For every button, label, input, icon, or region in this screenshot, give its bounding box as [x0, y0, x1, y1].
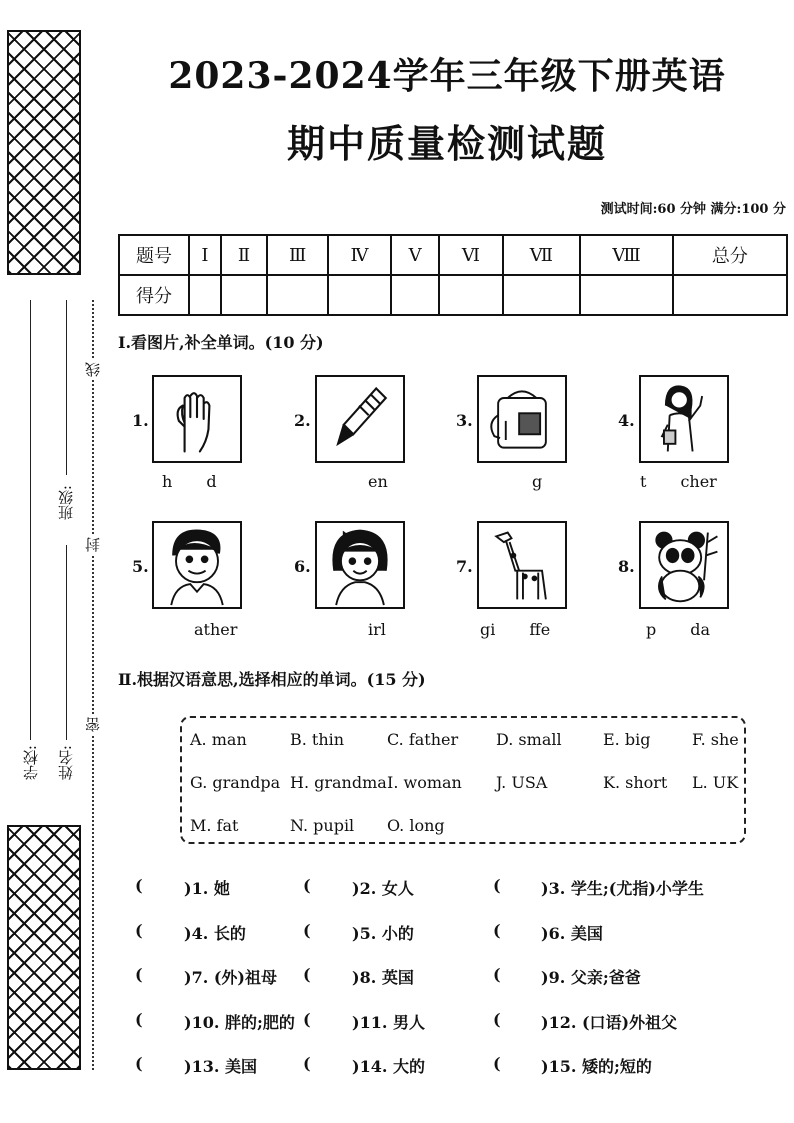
- option-item: H. grandma: [290, 773, 387, 792]
- word-suffix: g: [532, 472, 543, 491]
- word-blank: [162, 472, 217, 491]
- word-suffix: ather: [194, 620, 238, 639]
- score-cell[interactable]: [267, 275, 328, 315]
- panda-icon: [639, 521, 729, 609]
- answer-paren[interactable]: (: [493, 876, 501, 895]
- page-title-line1: 2023-2024学年三年级下册英语: [168, 55, 726, 97]
- class-line: [66, 300, 67, 475]
- score-cell[interactable]: [189, 275, 221, 315]
- question-text: )15. 矮的;短的: [541, 1057, 652, 1076]
- section2-title: Ⅱ.根据汉语意思,选择相应的单词。(15 分): [118, 670, 426, 689]
- option-item: N. pupil: [290, 816, 355, 835]
- score-cell[interactable]: [673, 275, 787, 315]
- answer-paren[interactable]: (: [135, 965, 143, 984]
- score-table-score-row: [119, 275, 787, 315]
- option-item: I. woman: [387, 773, 462, 792]
- answer-paren[interactable]: (: [303, 921, 311, 940]
- word-blank: [640, 472, 717, 491]
- score-cell[interactable]: [439, 275, 502, 315]
- school-label: 学校:: [22, 745, 40, 781]
- score-cell[interactable]: [503, 275, 581, 315]
- question-text: )8. 英国: [352, 968, 414, 987]
- score-header-cell: Ⅵ: [439, 235, 502, 275]
- question-text: )9. 父亲;爸爸: [541, 968, 641, 987]
- question-text: )13. 美国: [184, 1057, 257, 1076]
- hatch-pattern-bottom: [7, 825, 81, 1070]
- question-text: )4. 长的: [184, 924, 246, 943]
- word-blank: [334, 620, 386, 639]
- item-number: 5.: [132, 557, 149, 576]
- score-header-cell: 总分: [673, 235, 787, 275]
- score-header-cell: 题号: [119, 235, 189, 275]
- answer-paren[interactable]: (: [135, 1010, 143, 1029]
- answer-paren[interactable]: (: [493, 921, 501, 940]
- option-item: G. grandpa: [190, 773, 281, 792]
- option-item: A. man: [190, 730, 247, 749]
- giraffe-icon: [477, 521, 567, 609]
- answer-paren[interactable]: (: [303, 1054, 311, 1073]
- question-text: )6. 美国: [541, 924, 603, 943]
- score-header-cell: Ⅰ: [189, 235, 221, 275]
- item-number: 4.: [618, 411, 635, 430]
- name-label: 姓名:: [57, 745, 75, 781]
- score-header-cell: Ⅶ: [503, 235, 581, 275]
- item-number: 2.: [294, 411, 311, 430]
- score-table-header-row: [119, 235, 787, 275]
- question-text: )2. 女人: [352, 879, 414, 898]
- answer-paren[interactable]: (: [493, 1054, 501, 1073]
- score-header-cell: Ⅴ: [391, 235, 440, 275]
- question-text: )3. 学生;(尤指)小学生: [541, 879, 704, 898]
- word-suffix: d: [206, 472, 217, 491]
- answer-paren[interactable]: (: [303, 965, 311, 984]
- answer-paren[interactable]: (: [493, 965, 501, 984]
- score-cell[interactable]: [221, 275, 267, 315]
- answer-paren[interactable]: (: [135, 1054, 143, 1073]
- boy-icon: [152, 521, 242, 609]
- item-number: 1.: [132, 411, 149, 430]
- option-item: O. long: [387, 816, 445, 835]
- bag-icon: [477, 375, 567, 463]
- girl-icon: [315, 521, 405, 609]
- option-item: D. small: [496, 730, 562, 749]
- answer-paren[interactable]: (: [303, 876, 311, 895]
- word-prefix: h: [162, 472, 173, 491]
- score-cell[interactable]: [580, 275, 672, 315]
- seal-char-dense: 密: [84, 717, 102, 732]
- score-header-cell: Ⅷ: [580, 235, 672, 275]
- option-item: L. UK: [692, 773, 739, 792]
- score-table: [118, 234, 788, 316]
- answer-paren[interactable]: (: [493, 1010, 501, 1029]
- teacher-icon: [639, 375, 729, 463]
- word-blank: [480, 620, 550, 639]
- word-suffix: en: [368, 472, 388, 491]
- word-options-box: [180, 716, 746, 844]
- score-header-cell: Ⅱ: [221, 235, 267, 275]
- question-text: )5. 小的: [352, 924, 414, 943]
- score-header-cell: Ⅲ: [267, 235, 328, 275]
- question-text: )12. (口语)外祖父: [541, 1013, 678, 1032]
- question-text: )10. 胖的;肥的: [184, 1013, 295, 1032]
- question-text: )14. 大的: [352, 1057, 425, 1076]
- option-item: M. fat: [190, 816, 239, 835]
- answer-paren[interactable]: (: [135, 921, 143, 940]
- binding-margin: [0, 0, 100, 1123]
- seal-line: [92, 300, 94, 1070]
- word-blank: [646, 620, 710, 639]
- hatch-pattern-top: [7, 30, 81, 275]
- question-text: )11. 男人: [352, 1013, 425, 1032]
- question-text: )7. (外)祖母: [184, 968, 277, 987]
- item-number: 7.: [456, 557, 473, 576]
- word-blank: [160, 620, 237, 639]
- word-suffix: irl: [368, 620, 386, 639]
- page-title-line2: 期中质量检测试题: [286, 121, 607, 166]
- pen-icon: [315, 375, 405, 463]
- option-item: C. father: [387, 730, 459, 749]
- word-suffix: ffe: [529, 620, 551, 639]
- word-blank: [334, 472, 388, 491]
- score-row-label: 得分: [119, 275, 189, 315]
- school-line: [30, 300, 31, 740]
- option-item: J. USA: [496, 773, 548, 792]
- answer-paren[interactable]: (: [135, 876, 143, 895]
- answer-paren[interactable]: (: [303, 1010, 311, 1029]
- hand-icon: [152, 375, 242, 463]
- section1-title: Ⅰ.看图片,补全单词。(10 分): [118, 333, 324, 352]
- question-text: )1. 她: [184, 879, 230, 898]
- word-blank: [498, 472, 542, 491]
- item-number: 3.: [456, 411, 473, 430]
- option-item: F. she: [692, 730, 739, 749]
- option-item: K. short: [603, 773, 668, 792]
- name-line: [66, 545, 67, 740]
- score-cell[interactable]: [391, 275, 440, 315]
- item-number: 8.: [618, 557, 635, 576]
- score-header-cell: Ⅳ: [328, 235, 391, 275]
- word-prefix: t: [640, 472, 647, 491]
- word-suffix: da: [690, 620, 711, 639]
- seal-char-seal: 封: [84, 537, 102, 552]
- seal-char-line: 线: [84, 362, 102, 377]
- word-suffix: cher: [680, 472, 717, 491]
- option-item: B. thin: [290, 730, 345, 749]
- word-prefix: gi: [480, 620, 496, 639]
- item-number: 6.: [294, 557, 311, 576]
- test-info: 测试时间:60 分钟 满分:100 分: [600, 202, 786, 217]
- option-item: E. big: [603, 730, 651, 749]
- score-cell[interactable]: [328, 275, 391, 315]
- word-prefix: p: [646, 620, 657, 639]
- class-label: 班级:: [57, 485, 75, 521]
